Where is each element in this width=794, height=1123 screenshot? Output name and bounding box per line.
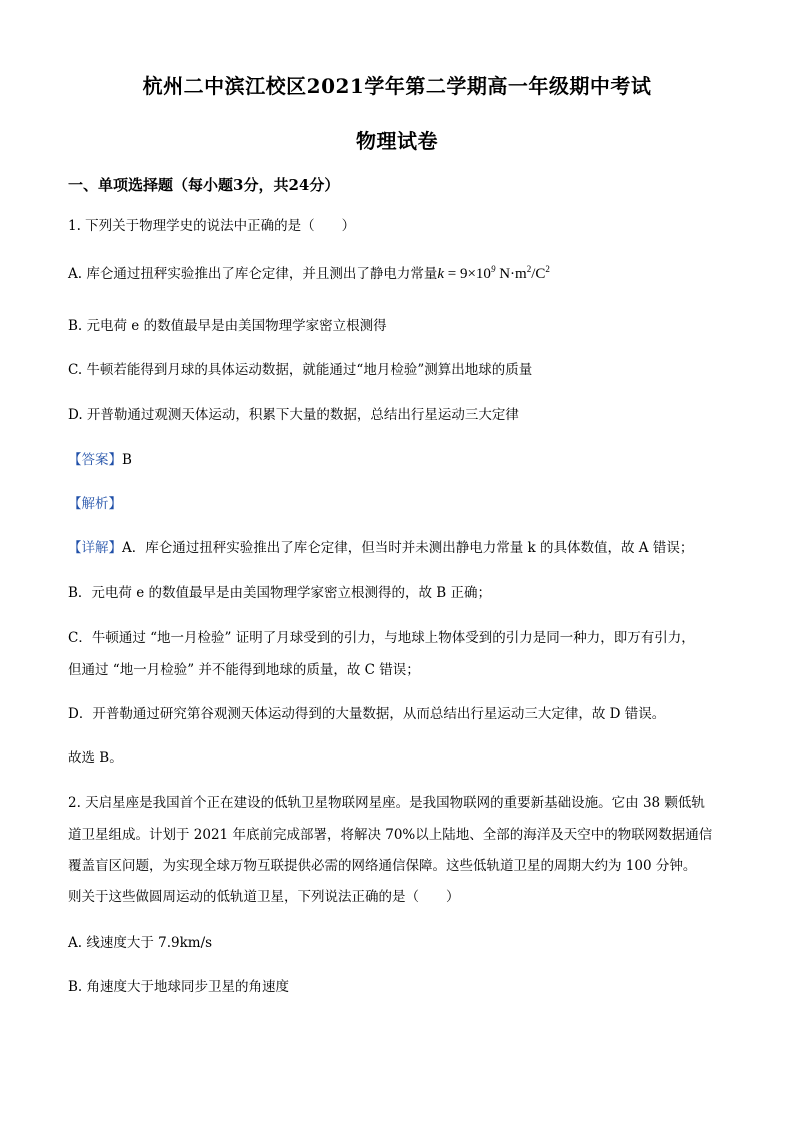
q1-stem: 1. 下列关于物理学史的说法中正确的是（ ） [68,218,356,234]
q1-conclusion: 故选 B。 [68,750,123,766]
q2-stem-line1: 2. 天启星座是我国首个正在建设的低轨卫星物联网星座。是我国物联网的重要新基础设施。它由 38 颗低轨 [68,795,705,811]
q1-option-b: B. 元电荷 e 的数值最早是由美国物理学家密立根测得 [68,318,387,334]
q1-option-d: D. 开普勒通过观测天体运动，积累下大量的数据，总结出行星运动三大定律 [68,407,519,423]
detail-c-line1: C．牛顿通过 “地一月检验” 证明了月球受到的引力，与地球上物体受到的引力是同一种力，即万有引力， [68,630,695,646]
exam-title: 杭州二中滨江校区2021学年第二学期高一年级期中考试 [142,74,652,98]
section-heading: 一、单项选择题（每小题3分，共24分） [68,176,340,194]
detail-c-line2: 但通过 “地一月检验” 并不能得到地球的质量，故 C 错误； [68,662,420,678]
detail-a-text: A．库仑通过扭秤实验推出了库仑定律，但当时并未测出静电力常量 k 的具体数值，故 A 错误； [122,540,694,556]
answer-label: 【答案】 [68,452,122,468]
answer-value: B [122,452,132,468]
q1-option-a [68,264,550,284]
exam-subtitle: 物理试卷 [356,129,438,153]
q2-stem-line4: 则关于这些做圆周运动的低轨道卫星，下列说法正确的是（ ） [68,889,460,905]
q1-option-a-formula: $k = 9\times 10^9$ $N\cdot m^2/C^2$ [437,264,550,282]
detail-a [68,538,693,558]
detail-b: B．元电荷 e 的数值最早是由美国物理学家密立根测得的，故 B 正确； [68,585,491,601]
q2-option-b: B. 角速度大于地球同步卫星的角速度 [68,979,290,995]
q2-option-a: A. 线速度大于 7.9km/s [68,935,213,951]
q1-option-a-text: A. 库仑通过扭秤实验推出了库仑定律，并且测出了静电力常量 [68,266,438,282]
analysis-label: 【解析】 [68,496,122,512]
detail-label: 【详解】 [68,540,122,556]
q2-stem-line2: 道卫星组成。计划于 2021 年底前完成部署，将解决 70%以上陆地、全部的海洋及天空中的物联网数据通信 [68,827,713,843]
detail-d: D．开普勒通过研究第谷观测天体运动得到的大量数据，从而总结出行星运动三大定律，故 D 错误。 [68,706,666,722]
q2-stem-line3: 覆盖盲区问题，为实现全球万物互联提供必需的网络通信保障。这些低轨道卫星的周期大约为 100 分钟。 [68,858,697,874]
q1-answer [68,450,132,470]
q1-option-c: C. 牛顿若能得到月球的具体运动数据，就能通过“地月检验”测算出地球的质量 [68,362,533,378]
